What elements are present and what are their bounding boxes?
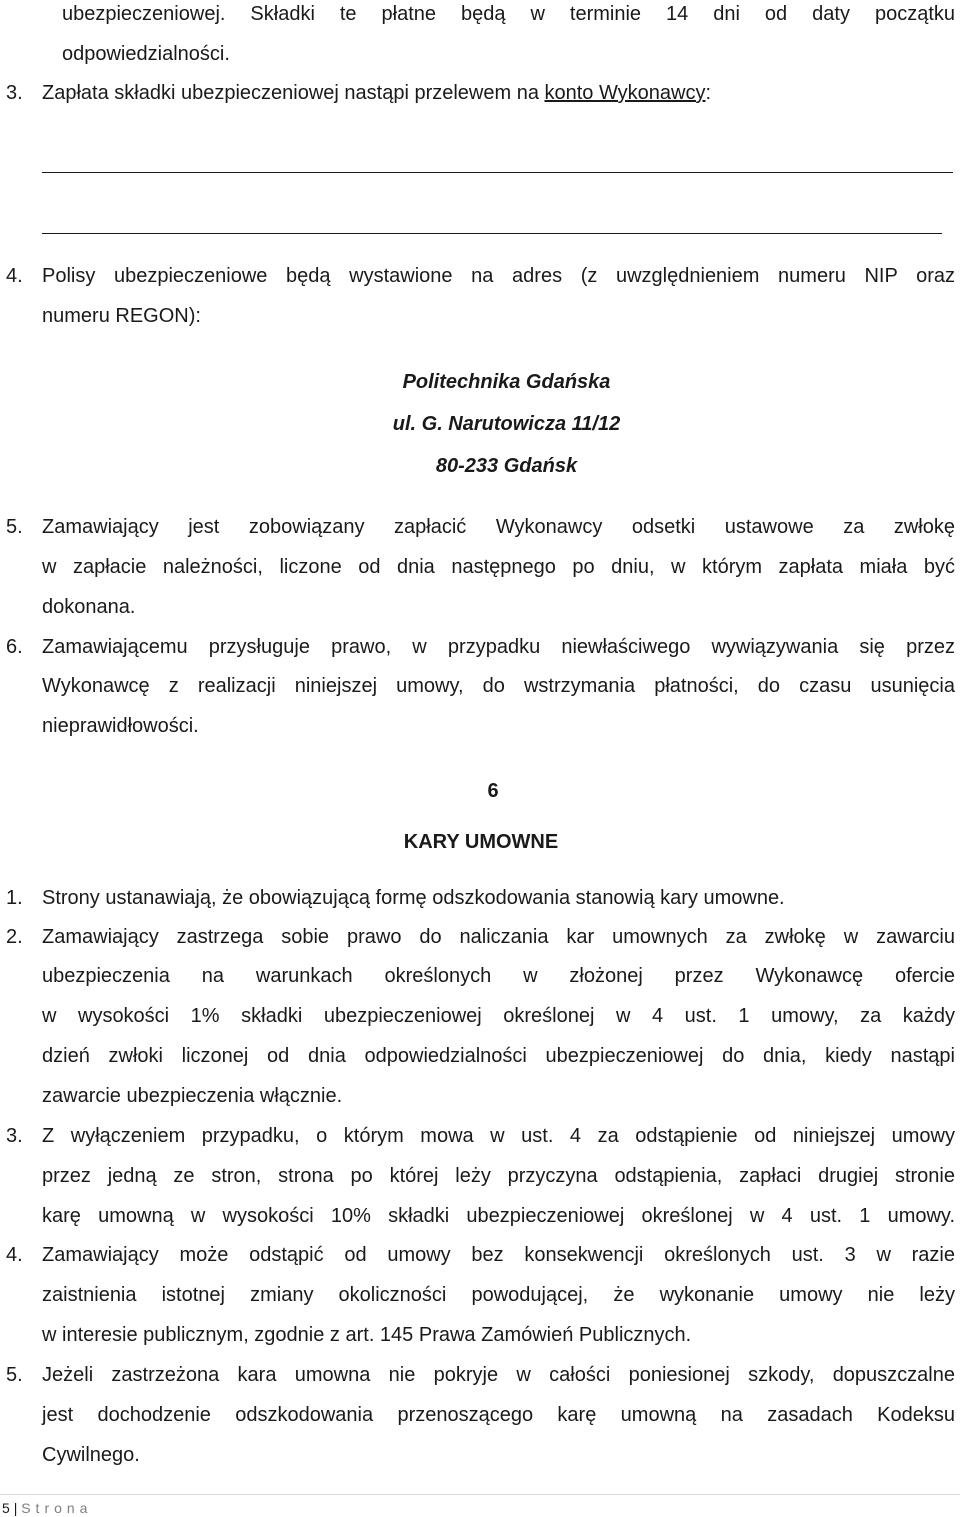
item-3-text-after: : [705, 82, 712, 104]
account-blank-line-1 [42, 172, 953, 173]
section-title: KARY UMOWNE [403, 831, 559, 853]
kary-5-line-1: Jeżeli zastrzeżona kara umowna nie pokryje w całości poniesionej szkody, dopuszczalne [42, 1364, 955, 1386]
kary-2-line-2: ubezpieczenia na warunkach określonych w złożonej przez Wykonawcę ofercie [42, 965, 955, 987]
continuation-line-2: odpowiedzialności. [62, 43, 230, 65]
kary-5-line-3: Cywilnego. [42, 1444, 140, 1466]
footer-rule [0, 1494, 960, 1495]
page-footer [2, 1500, 92, 1516]
account-blank-line-2 [42, 233, 942, 234]
item-3-text-before: Zapłata składki ubezpieczeniowej nastąpi przelewem na [42, 82, 545, 104]
kary-4-line-1: Zamawiający może odstąpić od umowy bez konsekwencji określonych ust. 3 w razie [42, 1244, 955, 1266]
kary-2-line-3: w wysokości 1% składki ubezpieczeniowej określonej w 4 ust. 1 umowy, za każdy [42, 1005, 955, 1027]
item-6-line-2: Wykonawcę z realizacji niniejszej umowy, do wstrzymania płatności, do czasu usunięcia [42, 675, 955, 697]
item-5-number: 5. [6, 516, 23, 538]
kary-2-line-5: zawarcie ubezpieczenia włącznie. [42, 1085, 343, 1107]
item-5-line-1: Zamawiający jest zobowiązany zapłacić Wykonawcy odsetki ustawowe za zwłokę [42, 516, 955, 538]
kary-1-line-1: Strony ustanawiają, że obowiązującą formę odszkodowania stanowią kary umowne. [42, 887, 785, 909]
footer-page-number: 5 [2, 1500, 10, 1516]
kary-3-number: 3. [6, 1125, 23, 1147]
kary-1-number: 1. [6, 887, 23, 909]
kary-3-line-1: Z wyłączeniem przypadku, o którym mowa w ust. 4 za odstąpienie od niniejszej umowy [42, 1125, 955, 1147]
item-4-line-2: numeru REGON): [42, 305, 201, 327]
kary-4-line-3: w interesie publicznym, zgodnie z art. 145 Prawa Zamówień Publicznych. [42, 1324, 692, 1346]
continuation-line-1: ubezpieczeniowej. Składki te płatne będą w terminie 14 dni od daty początku [62, 3, 955, 25]
item-6-line-3: nieprawidłowości. [42, 715, 199, 737]
item-3-number: 3. [6, 82, 23, 104]
address-street: ul. G. Narutowicza 11/12 [392, 413, 621, 435]
kary-4-number: 4. [6, 1244, 23, 1266]
item-3-link: konto Wykonawcy [544, 82, 706, 104]
item-5-line-2: w zapłacie należności, liczone od dnia następnego po dniu, w którym zapłata miała być [42, 556, 955, 578]
item-5-line-3: dokonana. [42, 596, 136, 618]
footer-separator: | [13, 1500, 18, 1516]
kary-3-line-3: karę umowną w wysokości 10% składki ubezpieczeniowej określonej w 4 ust. 1 umowy. [42, 1205, 955, 1227]
address-name: Politechnika Gdańska [402, 371, 611, 393]
footer-page-word: Strona [21, 1500, 93, 1516]
kary-2-line-4: dzień zwłoki liczonej od dnia odpowiedzialności ubezpieczeniowej do dnia, kiedy nastąpi [42, 1045, 955, 1067]
item-6-line-1: Zamawiającemu przysługuje prawo, w przypadku niewłaściwego wywiązywania się przez [42, 636, 955, 658]
address-city: 80-233 Gdańsk [435, 455, 578, 477]
kary-5-line-2: jest dochodzenie odszkodowania przenoszącego karę umowną na zasadach Kodeksu [42, 1404, 955, 1426]
item-4-line-1: Polisy ubezpieczeniowe będą wystawione na adres (z uwzględnieniem numeru NIP oraz [42, 265, 955, 287]
kary-2-number: 2. [6, 926, 23, 948]
kary-3-line-2: przez jedną ze stron, strona po której leży przyczyna odstąpienia, zapłaci drugiej stronie [42, 1165, 955, 1187]
item-6-number: 6. [6, 636, 23, 658]
item-3-text [42, 81, 711, 105]
kary-5-number: 5. [6, 1364, 23, 1386]
kary-4-line-2: zaistnienia istotnej zmiany okoliczności powodującej, że wykonanie umowy nie leży [42, 1284, 955, 1306]
kary-2-line-1: Zamawiający zastrzega sobie prawo do naliczania kar umownych za zwłokę w zawarciu [42, 926, 955, 948]
section-mark: 6 [487, 780, 499, 802]
item-4-number: 4. [6, 265, 23, 287]
